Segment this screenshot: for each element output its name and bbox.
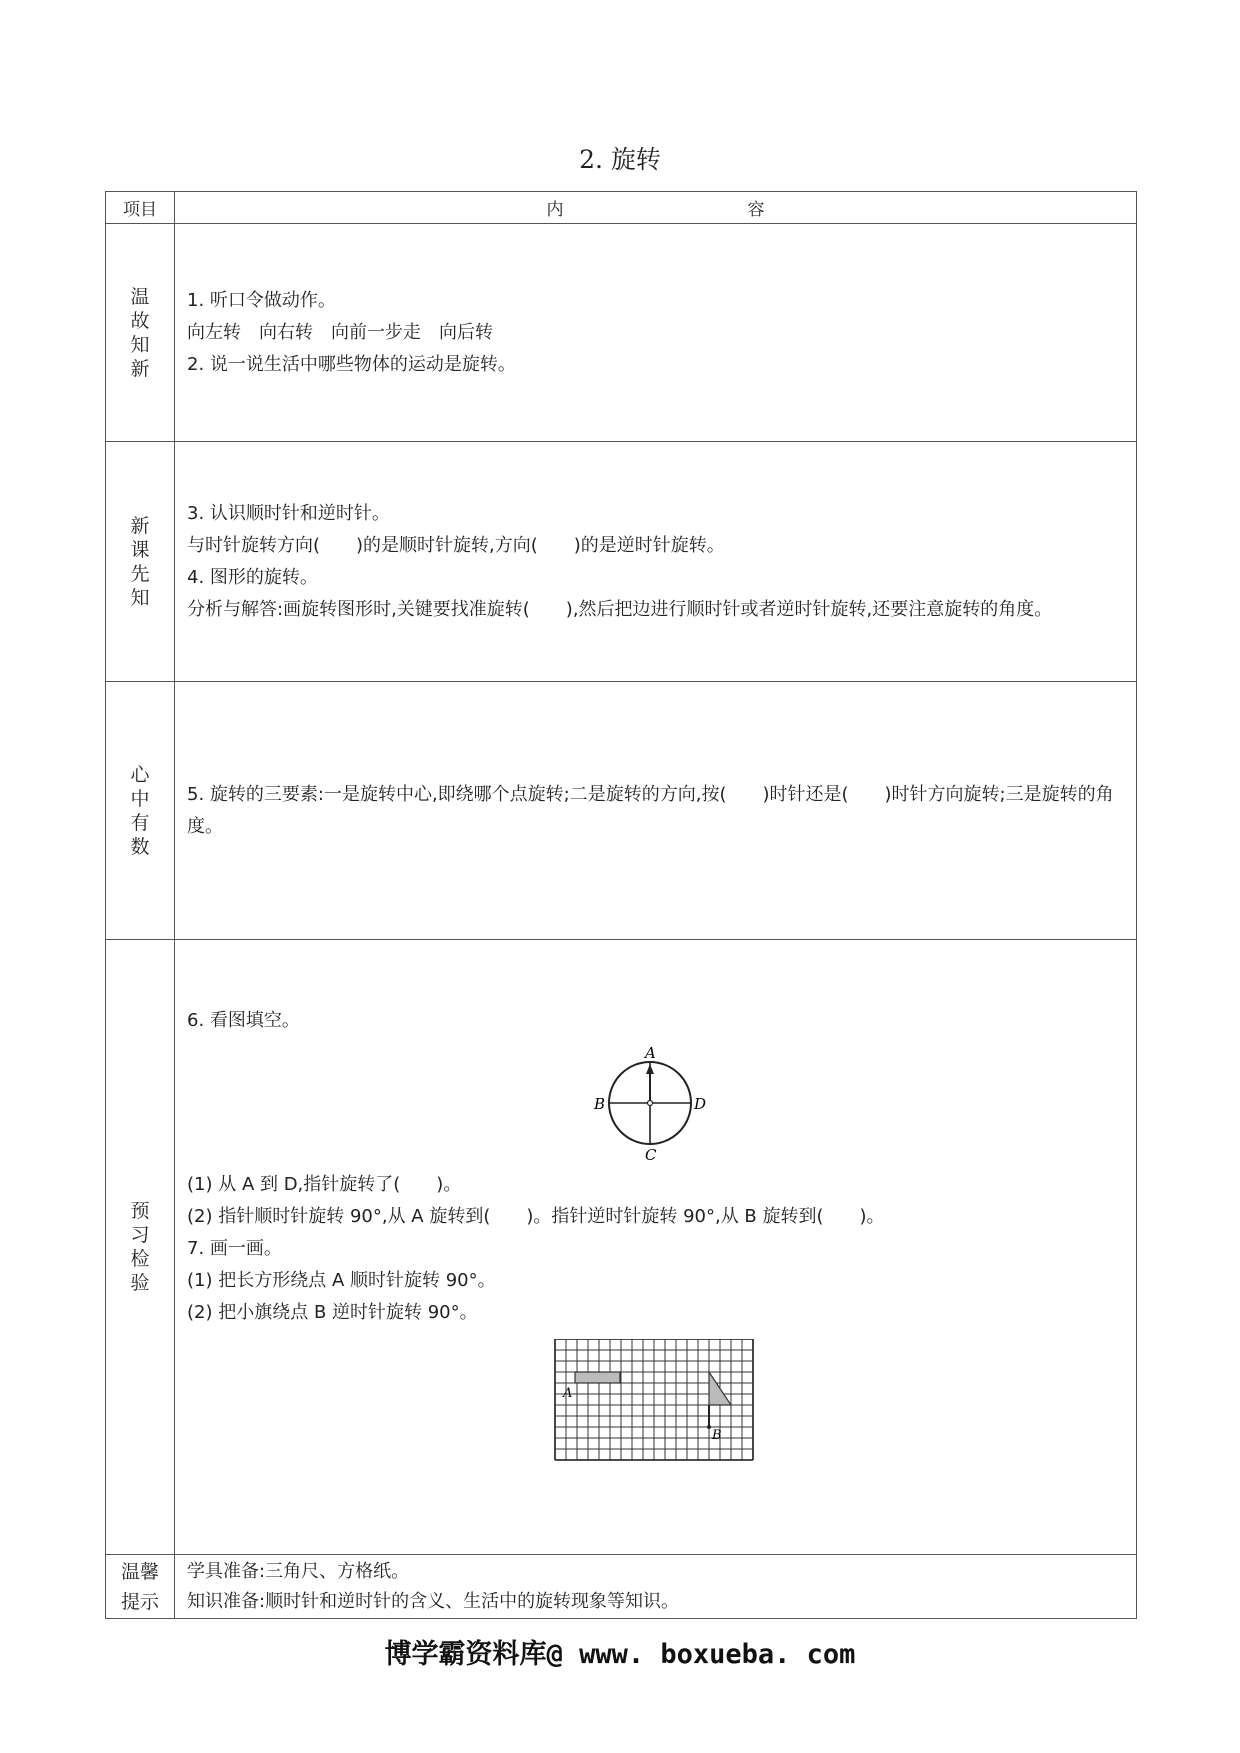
- label-d: D: [694, 1095, 707, 1113]
- worksheet-table: [105, 191, 1137, 1619]
- section-label: 预 习 检 验: [106, 940, 175, 1555]
- section-tips: [106, 1555, 1137, 1619]
- header-item: 项目: [106, 192, 175, 224]
- text-line: 2. 说一说生活中哪些物体的运动是旋转。: [187, 353, 516, 375]
- section-review: [106, 224, 1137, 442]
- text-line: (1) 把长方形绕点 A 顺时针旋转 90°。: [187, 1270, 496, 1291]
- text-line: 分析与解答:画旋转图形时,关键要找准旋转( ),然后把边进行顺时针或者逆时针旋转,还要注意旋转的角度。: [187, 598, 1053, 620]
- grid-label-a: A: [563, 1386, 573, 1401]
- text-line: 知识准备:顺时针和逆时针的含义、生活中的旋转现象等知识。: [187, 1590, 680, 1612]
- section-new-lesson: [106, 442, 1137, 682]
- question-6: 6. 看图填空。: [187, 1010, 300, 1031]
- section-content: [175, 940, 1137, 1555]
- text-line: 3. 认识顺时针和逆时针。: [187, 502, 390, 524]
- text-line: (1) 从 A 到 D,指针旋转了( )。: [187, 1174, 462, 1195]
- section-preview-check: [106, 940, 1137, 1555]
- text-line: 学具准备:三角尺、方格纸。: [187, 1560, 410, 1582]
- label-a: A: [645, 1044, 656, 1062]
- label-b: B: [594, 1095, 606, 1113]
- rectangle-shape: [575, 1372, 620, 1383]
- section-key-points: [106, 682, 1137, 940]
- grid-label-b: B: [712, 1428, 722, 1443]
- label-c: C: [645, 1146, 657, 1163]
- text-line: (2) 把小旗绕点 B 逆时针旋转 90°。: [187, 1302, 478, 1323]
- section-content: [175, 682, 1137, 940]
- watermark-footer: 博学霸资料库@ www. boxueba. com: [384, 1639, 856, 1670]
- page-title: 2. 旋转: [579, 145, 661, 174]
- text-line: 与时针旋转方向( )的是顺时针旋转,方向( )的是逆时针旋转。: [187, 534, 725, 556]
- section-content: [175, 442, 1137, 682]
- section-content: [175, 224, 1137, 442]
- section-label: 温 故 知 新: [106, 224, 175, 442]
- section-label: 心 中 有 数: [106, 682, 175, 940]
- table-header-row: [106, 192, 1137, 224]
- text-line: 5. 旋转的三要素:一是旋转中心,即绕哪个点旋转;二是旋转的方向,按( )时针还是( )时针方向旋转;三是旋转的角度。: [187, 783, 1114, 837]
- section-label: 新 课 先 知: [106, 442, 175, 682]
- section-content: [175, 1555, 1137, 1619]
- text-line: 4. 图形的旋转。: [187, 566, 318, 588]
- text-line: (2) 指针顺时针旋转 90°,从 A 旋转到( )。指针逆时针旋转 90°,从 B 旋转到( )。: [187, 1206, 885, 1227]
- arrow-head-icon: [646, 1064, 654, 1074]
- text-line: 7. 画一画。: [187, 1238, 282, 1259]
- clock-diagram: [592, 1043, 712, 1163]
- text-line: 1. 听口令做动作。: [187, 289, 336, 311]
- header-content: 内 容: [175, 192, 1137, 224]
- section-label: 温馨 提示: [106, 1555, 175, 1619]
- grid-diagram: [542, 1339, 766, 1475]
- text-line: 向左转 向右转 向前一步走 向后转: [187, 321, 493, 343]
